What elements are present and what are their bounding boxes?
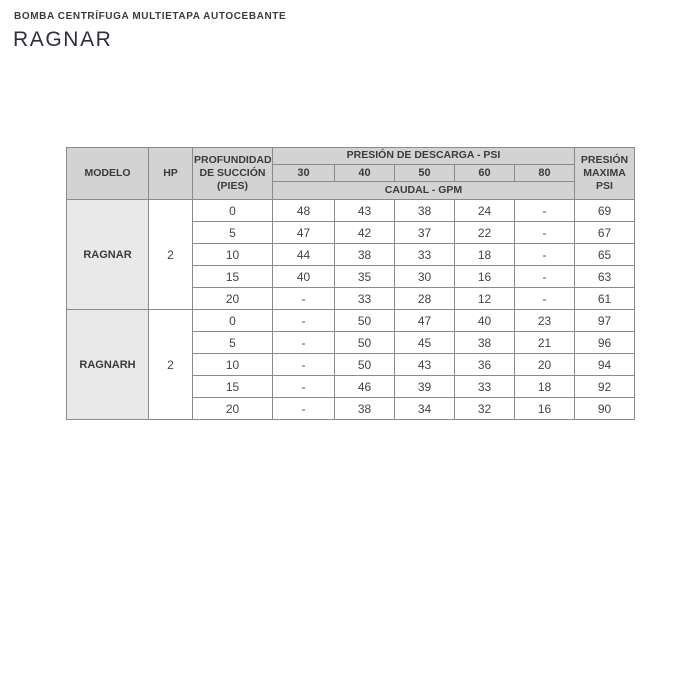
gpm-cell: - — [273, 398, 335, 420]
col-header-presion-maxima: PRESIÓN MAXIMA PSI — [575, 148, 635, 200]
gpm-cell: - — [273, 376, 335, 398]
col-header-profundidad: PROFUNDIDAD DE SUCCIÓN (PIES) — [193, 148, 273, 200]
gpm-cell: 42 — [335, 222, 395, 244]
pump-spec-table — [66, 147, 635, 420]
col-header-psi-50: 50 — [395, 165, 455, 182]
gpm-cell: 12 — [455, 288, 515, 310]
model-cell-ragnarh: RAGNARH — [67, 310, 149, 420]
gpm-cell: 38 — [395, 200, 455, 222]
gpm-cell: 47 — [395, 310, 455, 332]
gpm-cell: 46 — [335, 376, 395, 398]
max-psi-cell: 61 — [575, 288, 635, 310]
gpm-cell: 18 — [455, 244, 515, 266]
col-header-hp: HP — [149, 148, 193, 200]
gpm-cell: 24 — [455, 200, 515, 222]
gpm-cell: 21 — [515, 332, 575, 354]
max-psi-cell: 65 — [575, 244, 635, 266]
gpm-cell: 18 — [515, 376, 575, 398]
max-psi-cell: 67 — [575, 222, 635, 244]
gpm-cell: 35 — [335, 266, 395, 288]
col-header-presion-descarga: PRESIÓN DE DESCARGA - PSI — [273, 148, 575, 165]
gpm-cell: 45 — [395, 332, 455, 354]
gpm-cell: 16 — [515, 398, 575, 420]
hp-cell-ragnar: 2 — [149, 200, 193, 310]
gpm-cell: 30 — [395, 266, 455, 288]
gpm-cell: 37 — [395, 222, 455, 244]
gpm-cell: - — [515, 222, 575, 244]
gpm-cell: 33 — [335, 288, 395, 310]
gpm-cell: 44 — [273, 244, 335, 266]
page-title: RAGNAR — [13, 28, 113, 51]
depth-cell: 20 — [193, 398, 273, 420]
gpm-cell: - — [515, 266, 575, 288]
gpm-cell: - — [515, 200, 575, 222]
gpm-cell: 23 — [515, 310, 575, 332]
col-header-psi-30: 30 — [273, 165, 335, 182]
gpm-cell: 22 — [455, 222, 515, 244]
gpm-cell: 43 — [395, 354, 455, 376]
max-psi-cell: 96 — [575, 332, 635, 354]
gpm-cell: 50 — [335, 310, 395, 332]
gpm-cell: - — [515, 244, 575, 266]
gpm-cell: 47 — [273, 222, 335, 244]
col-header-modelo: MODELO — [67, 148, 149, 200]
gpm-cell: 40 — [455, 310, 515, 332]
gpm-cell: 33 — [395, 244, 455, 266]
document-subtitle: BOMBA CENTRÍFUGA MULTIETAPA AUTOCEBANTE — [14, 11, 287, 22]
col-header-psi-60: 60 — [455, 165, 515, 182]
gpm-cell: 28 — [395, 288, 455, 310]
gpm-cell: 16 — [455, 266, 515, 288]
max-psi-cell: 69 — [575, 200, 635, 222]
gpm-cell: 50 — [335, 354, 395, 376]
gpm-cell: 20 — [515, 354, 575, 376]
depth-cell: 10 — [193, 354, 273, 376]
col-header-psi-40: 40 — [335, 165, 395, 182]
table-row — [67, 200, 635, 222]
col-header-psi-80: 80 — [515, 165, 575, 182]
max-psi-cell: 63 — [575, 266, 635, 288]
gpm-cell: 36 — [455, 354, 515, 376]
table-row — [67, 310, 635, 332]
gpm-cell: - — [273, 332, 335, 354]
depth-cell: 20 — [193, 288, 273, 310]
gpm-cell: 48 — [273, 200, 335, 222]
gpm-cell: 39 — [395, 376, 455, 398]
gpm-cell: 34 — [395, 398, 455, 420]
depth-cell: 5 — [193, 222, 273, 244]
max-psi-cell: 94 — [575, 354, 635, 376]
depth-cell: 10 — [193, 244, 273, 266]
gpm-cell: - — [515, 288, 575, 310]
max-psi-cell: 90 — [575, 398, 635, 420]
gpm-cell: 40 — [273, 266, 335, 288]
col-header-caudal: CAUDAL - GPM — [273, 182, 575, 200]
gpm-cell: 50 — [335, 332, 395, 354]
depth-cell: 0 — [193, 200, 273, 222]
gpm-cell: 38 — [335, 398, 395, 420]
header-row-1 — [67, 148, 635, 165]
depth-cell: 0 — [193, 310, 273, 332]
gpm-cell: 38 — [455, 332, 515, 354]
max-psi-cell: 97 — [575, 310, 635, 332]
model-cell-ragnar: RAGNAR — [67, 200, 149, 310]
gpm-cell: 43 — [335, 200, 395, 222]
gpm-cell: 38 — [335, 244, 395, 266]
depth-cell: 15 — [193, 266, 273, 288]
gpm-cell: 32 — [455, 398, 515, 420]
depth-cell: 15 — [193, 376, 273, 398]
gpm-cell: - — [273, 354, 335, 376]
gpm-cell: - — [273, 288, 335, 310]
max-psi-cell: 92 — [575, 376, 635, 398]
gpm-cell: 33 — [455, 376, 515, 398]
depth-cell: 5 — [193, 332, 273, 354]
gpm-cell: - — [273, 310, 335, 332]
hp-cell-ragnarh: 2 — [149, 310, 193, 420]
